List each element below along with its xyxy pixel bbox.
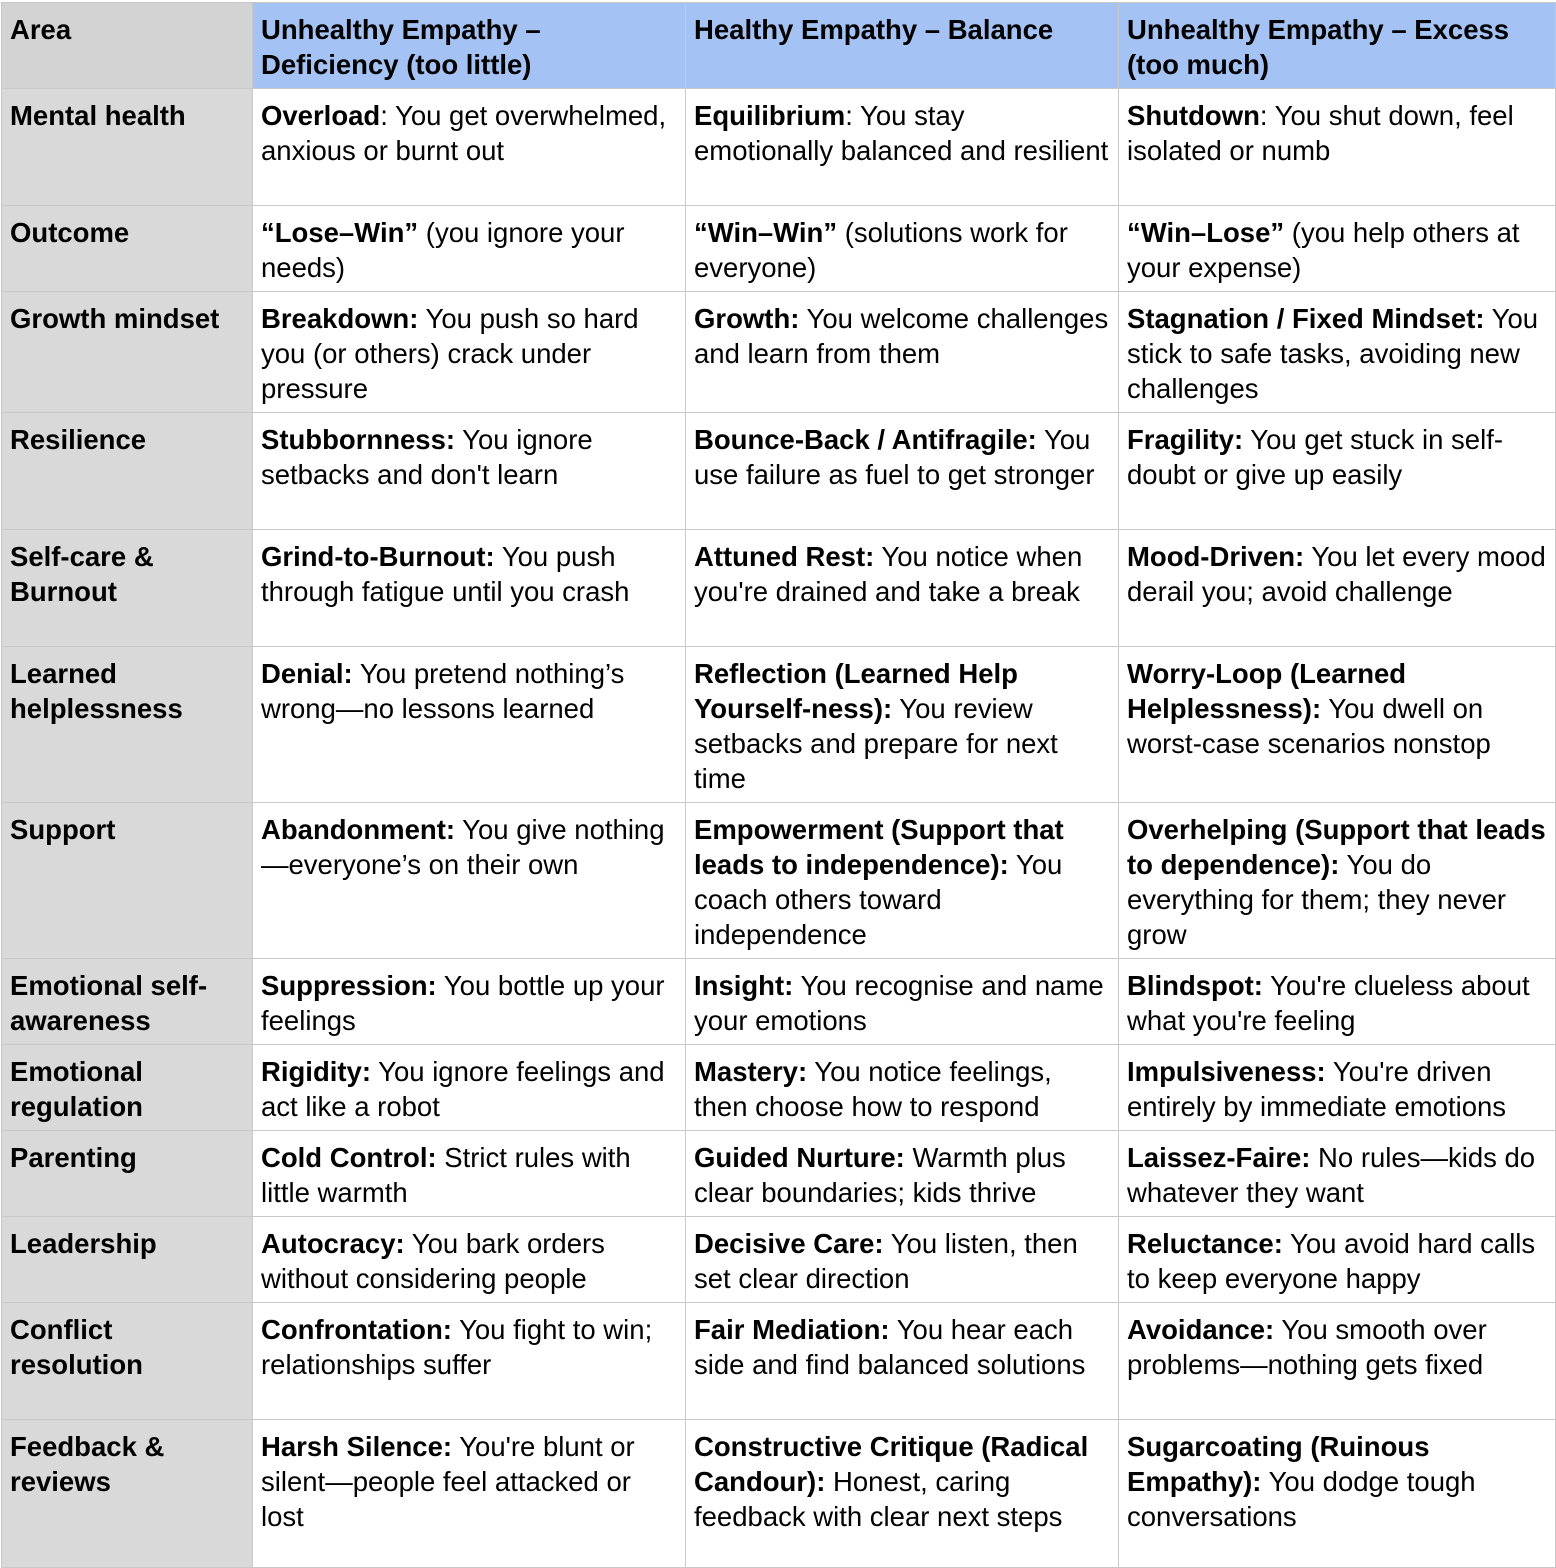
cell-text: You fight to win; relationships suffer (261, 1314, 653, 1380)
row-area: Support (2, 803, 253, 959)
cell-text: You dodge tough conversations (1127, 1466, 1476, 1532)
cell-text: You smooth over problems—nothing gets fixed (1127, 1314, 1487, 1380)
cell-term: Shutdown (1127, 100, 1260, 131)
cell-term: Confrontation: (261, 1314, 452, 1345)
cell-excess (1119, 89, 1556, 206)
row-area: Self-care & Burnout (2, 530, 253, 647)
row-area: Emotional self-awareness (2, 959, 253, 1045)
cell-text: You recognise and name your emotions (694, 970, 1104, 1036)
cell-text: You welcome challenges and learn from them (694, 303, 1109, 369)
cell-term: Denial: (261, 658, 353, 689)
cell-text: You ignore feelings and act like a robot (261, 1056, 665, 1122)
row-area: Growth mindset (2, 292, 253, 413)
cell-term: Overhelping (Support that leads to dependence): (1127, 814, 1546, 880)
cell-term: Mastery: (694, 1056, 808, 1087)
row-area: Feedback & reviews (2, 1420, 253, 1568)
cell-deficiency (253, 1420, 686, 1568)
cell-term: Insight: (694, 970, 794, 1001)
cell-excess (1119, 1303, 1556, 1420)
cell-balance (686, 647, 1119, 803)
cell-deficiency (253, 959, 686, 1045)
cell-term: Stubbornness: (261, 424, 456, 455)
cell-deficiency (253, 1303, 686, 1420)
table-row (2, 206, 1556, 292)
cell-text: You push through fatigue until you crash (261, 541, 630, 607)
cell-text: You notice when you're drained and take a break (694, 541, 1083, 607)
cell-excess (1119, 803, 1556, 959)
cell-balance (686, 959, 1119, 1045)
cell-term: Cold Control: (261, 1142, 437, 1173)
cell-text: You're driven entirely by immediate emotions (1127, 1056, 1507, 1122)
cell-text: You're blunt or silent—people feel attacked or lost (261, 1431, 635, 1532)
cell-term: Bounce-Back / Antifragile: (694, 424, 1037, 455)
cell-term: Blindspot: (1127, 970, 1263, 1001)
cell-term: Worry-Loop (Learned Helplessness): (1127, 658, 1407, 724)
cell-text: (solutions work for everyone) (694, 217, 1068, 283)
cell-term: Equilibrium (694, 100, 846, 131)
table-row (2, 1303, 1556, 1420)
cell-deficiency (253, 530, 686, 647)
cell-text: Warmth plus clear boundaries; kids thrive (694, 1142, 1066, 1208)
cell-text: You review setbacks and prepare for next time (694, 693, 1058, 794)
cell-text: : You get overwhelmed, anxious or burnt out (261, 100, 667, 166)
header-row (2, 3, 1556, 89)
cell-term: Sugarcoating (Ruinous Empathy): (1127, 1431, 1430, 1497)
table-row (2, 1217, 1556, 1303)
cell-deficiency (253, 89, 686, 206)
cell-deficiency (253, 1217, 686, 1303)
cell-excess (1119, 959, 1556, 1045)
cell-balance (686, 89, 1119, 206)
cell-term: Breakdown: (261, 303, 419, 334)
table-row (2, 413, 1556, 530)
row-area: Emotional regulation (2, 1045, 253, 1131)
cell-text: You stick to safe tasks, avoiding new challenges (1127, 303, 1539, 404)
cell-text: You pretend nothing’s wrong—no lessons learned (261, 658, 625, 724)
cell-deficiency (253, 1045, 686, 1131)
cell-deficiency (253, 647, 686, 803)
cell-term: Stagnation / Fixed Mindset: (1127, 303, 1485, 334)
header-excess: Unhealthy Empathy – Excess (too much) (1119, 3, 1556, 89)
cell-term: Reflection (Learned Help Yourself-ness): (694, 658, 1018, 724)
cell-text: You coach others toward independence (694, 849, 1063, 950)
cell-balance (686, 206, 1119, 292)
cell-deficiency (253, 292, 686, 413)
cell-term: Autocracy: (261, 1228, 405, 1259)
cell-text: You listen, then set clear direction (694, 1228, 1078, 1294)
row-area: Parenting (2, 1131, 253, 1217)
cell-text: You get stuck in self-doubt or give up easily (1127, 424, 1504, 490)
cell-balance (686, 413, 1119, 530)
header-area: Area (2, 3, 253, 89)
table-row (2, 647, 1556, 803)
cell-text: You do everything for them; they never grow (1127, 849, 1507, 950)
cell-term: “Win–Win” (694, 217, 838, 248)
row-area: Mental health (2, 89, 253, 206)
cell-balance (686, 1217, 1119, 1303)
row-area: Outcome (2, 206, 253, 292)
cell-text: You use failure as fuel to get stronger (694, 424, 1095, 490)
table-row (2, 1045, 1556, 1131)
cell-text: You hear each side and find balanced solutions (694, 1314, 1086, 1380)
cell-excess (1119, 413, 1556, 530)
cell-text: You push so hard you (or others) crack under pressure (261, 303, 639, 404)
cell-text: You bark orders without considering people (261, 1228, 605, 1294)
table-row (2, 803, 1556, 959)
cell-excess (1119, 1217, 1556, 1303)
cell-text: : You stay emotionally balanced and resilient (694, 100, 1109, 166)
cell-term: Suppression: (261, 970, 437, 1001)
cell-text: Strict rules with little warmth (261, 1142, 631, 1208)
cell-text: You bottle up your feelings (261, 970, 665, 1036)
cell-text: Honest, caring feedback with clear next steps (694, 1466, 1063, 1532)
table-row (2, 292, 1556, 413)
cell-text: You ignore setbacks and don't learn (261, 424, 593, 490)
cell-excess (1119, 1131, 1556, 1217)
cell-term: Empowerment (Support that leads to independence): (694, 814, 1064, 880)
cell-term: Avoidance: (1127, 1314, 1275, 1345)
cell-text: No rules—kids do whatever they want (1127, 1142, 1536, 1208)
cell-text: : You shut down, feel isolated or numb (1127, 100, 1514, 166)
cell-term: Reluctance: (1127, 1228, 1283, 1259)
row-area: Resilience (2, 413, 253, 530)
cell-text: You're clueless about what you're feeling (1127, 970, 1530, 1036)
cell-deficiency (253, 413, 686, 530)
row-area: Leadership (2, 1217, 253, 1303)
cell-balance (686, 1303, 1119, 1420)
cell-term: Harsh Silence: (261, 1431, 453, 1462)
cell-deficiency (253, 803, 686, 959)
cell-excess (1119, 647, 1556, 803)
cell-deficiency (253, 1131, 686, 1217)
cell-deficiency (253, 206, 686, 292)
cell-term: Laissez-Faire: (1127, 1142, 1311, 1173)
cell-term: Guided Nurture: (694, 1142, 905, 1173)
cell-term: Overload (261, 100, 381, 131)
row-area: Conflict resolution (2, 1303, 253, 1420)
table-row (2, 89, 1556, 206)
cell-balance (686, 1045, 1119, 1131)
cell-excess (1119, 1045, 1556, 1131)
cell-text: You avoid hard calls to keep everyone happy (1127, 1228, 1536, 1294)
header-balance: Healthy Empathy – Balance (686, 3, 1119, 89)
cell-balance (686, 292, 1119, 413)
cell-text: You dwell on worst-case scenarios nonstop (1127, 693, 1491, 759)
cell-text: You notice feelings, then choose how to respond (694, 1056, 1052, 1122)
table-row (2, 1131, 1556, 1217)
cell-excess (1119, 1420, 1556, 1568)
cell-term: Attuned Rest: (694, 541, 875, 572)
cell-text: You let every mood derail you; avoid challenge (1127, 541, 1546, 607)
empathy-table (1, 2, 1556, 1568)
cell-excess (1119, 530, 1556, 647)
cell-balance (686, 530, 1119, 647)
cell-text: (you help others at your expense) (1127, 217, 1520, 283)
header-deficiency: Unhealthy Empathy – Deficiency (too little) (253, 3, 686, 89)
cell-balance (686, 1420, 1119, 1568)
cell-term: Grind-to-Burnout: (261, 541, 495, 572)
cell-term: Rigidity: (261, 1056, 371, 1087)
table-row (2, 959, 1556, 1045)
cell-text: You give nothing—everyone’s on their own (261, 814, 665, 880)
cell-excess (1119, 206, 1556, 292)
cell-excess (1119, 292, 1556, 413)
cell-term: Fragility: (1127, 424, 1244, 455)
row-area: Learned helplessness (2, 647, 253, 803)
table-row (2, 1420, 1556, 1568)
cell-balance (686, 1131, 1119, 1217)
cell-balance (686, 803, 1119, 959)
cell-term: “Win–Lose” (1127, 217, 1285, 248)
cell-term: Abandonment: (261, 814, 456, 845)
cell-term: Decisive Care: (694, 1228, 884, 1259)
cell-term: “Lose–Win” (261, 217, 419, 248)
cell-text: (you ignore your needs) (261, 217, 625, 283)
cell-term: Growth: (694, 303, 800, 334)
table-row (2, 530, 1556, 647)
cell-term: Fair Mediation: (694, 1314, 890, 1345)
cell-term: Mood-Driven: (1127, 541, 1305, 572)
cell-term: Impulsiveness: (1127, 1056, 1326, 1087)
cell-term: Constructive Critique (Radical Candour): (694, 1431, 1089, 1497)
